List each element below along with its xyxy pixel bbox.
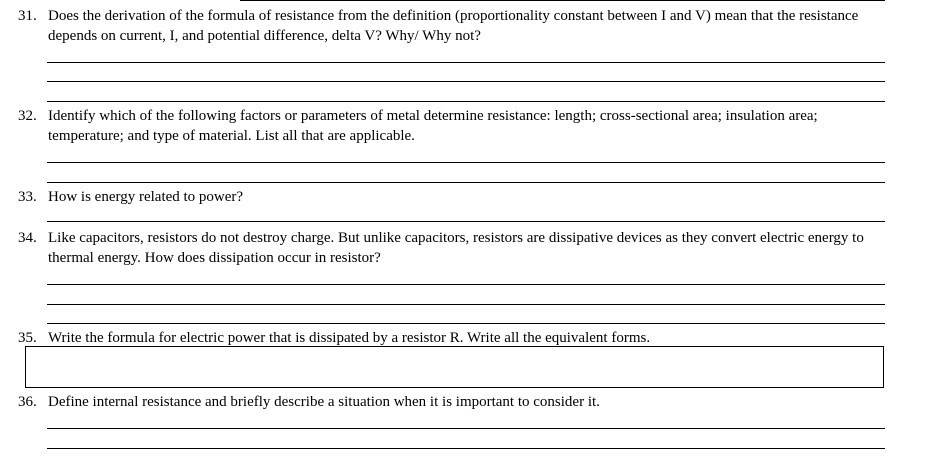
answer-line[interactable]: [47, 304, 885, 305]
answer-line[interactable]: [47, 62, 885, 63]
question-33: [18, 187, 888, 207]
answer-line[interactable]: [47, 284, 885, 285]
question-text: Identify which of the following factors or parameters of metal determine resistance: length; cross-sectional area; insulation area; temperature; and type of material. List all that are applicable.: [48, 108, 818, 144]
question-number: 32.: [18, 108, 37, 124]
question-32: [18, 106, 888, 146]
question-text: Define internal resistance and briefly describe a situation when it is important to consider it.: [48, 394, 600, 410]
answer-line[interactable]: [47, 182, 885, 183]
question-number: 33.: [18, 189, 37, 205]
answer-line[interactable]: [47, 81, 885, 82]
answer-line[interactable]: [47, 221, 885, 222]
answer-line[interactable]: [47, 323, 885, 324]
question-31: [18, 6, 888, 46]
answer-line[interactable]: [47, 101, 885, 102]
answer-line[interactable]: [47, 162, 885, 163]
question-text: Like capacitors, resistors do not destroy charge. But unlike capacitors, resistors are dissipative devices as they convert electric energy to thermal energy. How does dissipation occur in resistor?: [48, 230, 864, 266]
question-36: [18, 392, 888, 412]
question-number: 36.: [18, 394, 37, 410]
answer-line[interactable]: [47, 428, 885, 429]
question-number: 35.: [18, 330, 37, 346]
question-34: [18, 228, 888, 268]
question-text: Does the derivation of the formula of resistance from the definition (proportionality constant between I and V) mean that the resistance depends on current, I, and potential difference, delta V? Why/ Why not?: [48, 8, 859, 44]
question-number: 31.: [18, 8, 37, 24]
answer-line[interactable]: [47, 448, 885, 449]
answer-box[interactable]: [25, 346, 884, 388]
top-rule: [240, 0, 885, 1]
question-number: 34.: [18, 230, 37, 246]
question-35: [18, 328, 888, 348]
question-text: Write the formula for electric power that is dissipated by a resistor R. Write all the equivalent forms.: [48, 330, 651, 346]
question-text: How is energy related to power?: [48, 189, 244, 205]
